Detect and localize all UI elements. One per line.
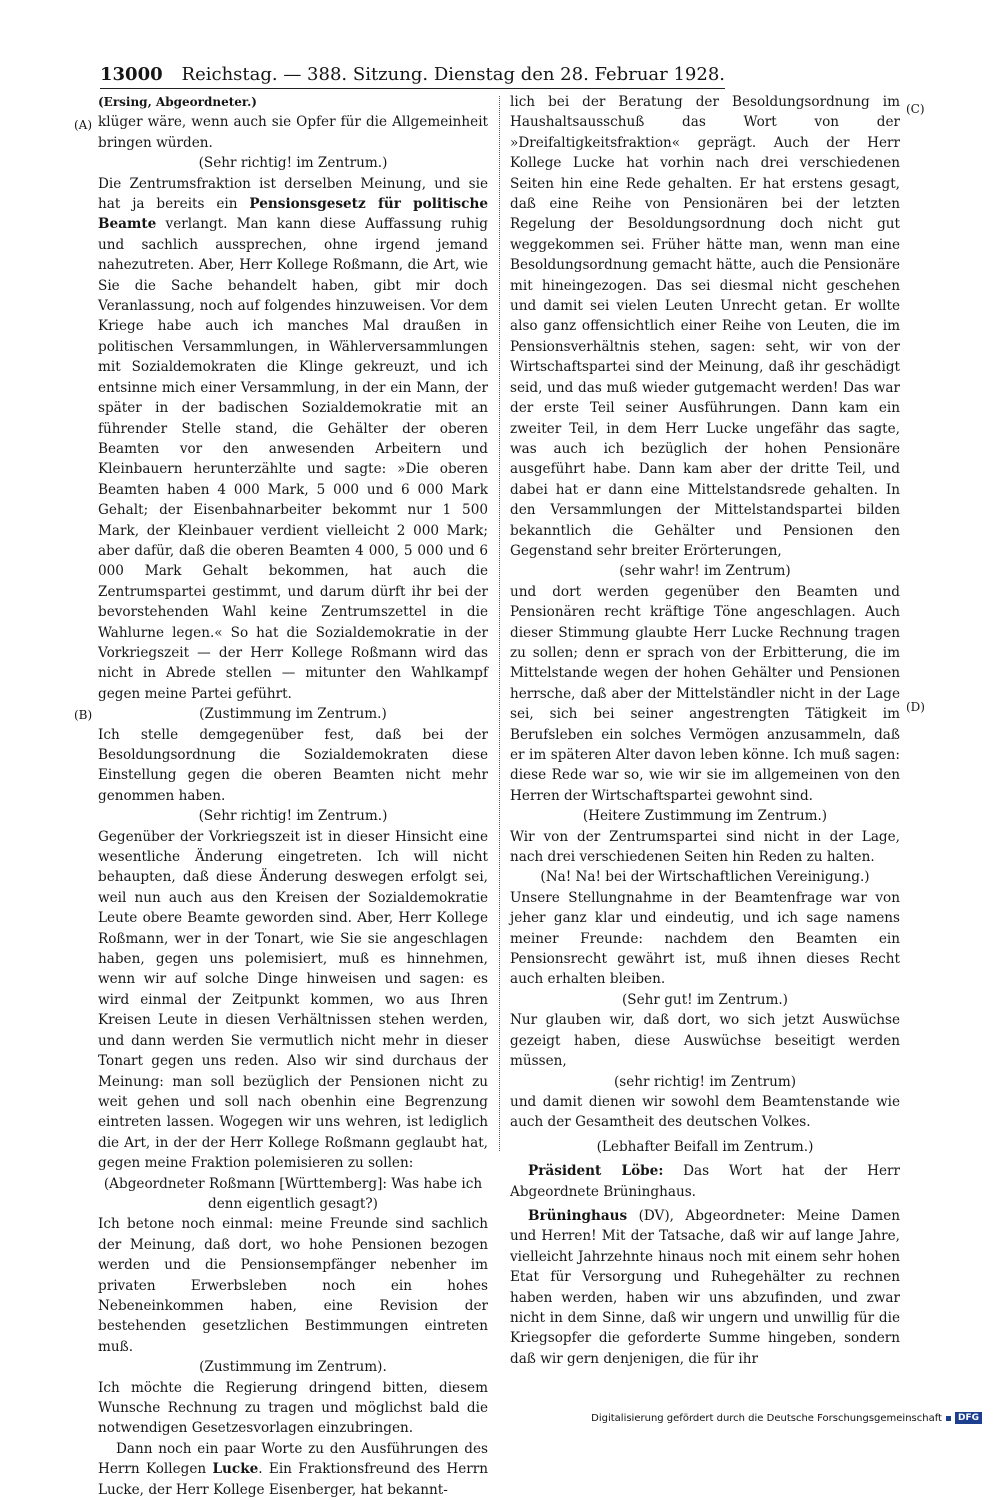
text-run: Das Wort hat der Herr Abgeordnete Brüninghaus. [510,1163,900,1200]
interjection: (Lebhafter Beifall im Zentrum.) [596,1138,814,1155]
text-run: . Ein Fraktionsfreund des Herrn Lucke, der Herr Kollege Eisenberger, hat bekannt- [98,1461,488,1498]
interjection: (Sehr richtig! im Zentrum.) [198,155,388,172]
speaker-name: Brüninghaus [528,1207,628,1224]
footer-text: Digitalisierung gefördert durch die Deutsche Forschungsgemeinschaft [591,1413,942,1424]
interjection: (Zustimmung im Zentrum.) [199,706,387,723]
interjection: (Sehr richtig! im Zentrum.) [198,808,388,825]
speaker-name: Präsident Löbe: [528,1163,664,1180]
right-column [510,92,900,1369]
paragraph [510,1161,900,1202]
interjection: (Sehr gut! im Zentrum.) [622,991,788,1008]
paragraph: Ich stelle demgegenüber fest, daß bei der Besoldungsordnung die Sozialdemokraten diese Einstellung gegen die oberen Beamten nicht mehr genommen haben. [98,726,488,804]
paragraph: Ich möchte die Regierung dringend bitten, diesem Wunsche Rechnung zu tragen und möglichst bald die notwendigen Gesetzesvorlagen einzubringen. [98,1379,488,1437]
footer-credit [591,1412,982,1424]
interjection: (Abgeordneter Roßmann [Württemberg]: Was habe ich denn eigentlich gesagt?) [103,1175,483,1212]
interjection: (Na! Na! bei der Wirtschaftlichen Vereinigung.) [540,869,870,886]
dfg-mark-icon [946,1416,951,1421]
paragraph: Wir von der Zentrumspartei sind nicht in der Lage, nach drei verschiedenen Seiten hin Reden zu halten. [510,828,900,866]
paragraph: Gegenüber der Vorkriegszeit ist in dieser Hinsicht eine wesentliche Änderung eingetreten. Ich will nicht behaupten, daß diese Änderung deswegen erfolgt sei, weil nun auch aus den Kreisen der Sozialdemokratie Leute obere Beamte geworden sind. Aber, Herr Kollege Roßmann, wer in der Tonart, wie Sie sie angeschlagen haben, gegen uns polemisiert, muß es hinnehmen, wenn wir auf solche Dinge hinweisen und sagen: es wird einmal der Zeitpunkt kommen, wo aus Ihren Kreisen Leute in diesen Verhältnissen stehen werden, und dann werden Sie vermutlich nicht mehr in dieser Tonart gegen uns reden. Also wir sind durchaus der Meinung: man soll bezüglich der Pensionen nicht zu weit gehen und soll nach obenhin eine Begrenzung eintreten lassen. Wogegen wir uns wehren, ist lediglich die Art, in der der Herr Kollege Roßmann geglaubt hat, gegen meine Fraktion polemisieren zu sollen: [98,828,488,1172]
paragraph [510,1206,900,1369]
paragraph: Nur glauben wir, daß dort, wo sich jetzt Auswüchse gezeigt haben, diese Auswüchse beseitigt werden müssen, [510,1012,900,1070]
running-title: Reichstag. — 388. Sitzung. Dienstag den 28. Februar 1928. [181,64,725,85]
left-column [98,92,488,1500]
page-number: 13000 [100,64,163,85]
text-run: Die Zentrumsfraktion ist derselben Meinung, und sie hat ja bereits ein [98,175,488,213]
text-run: (DV), Abgeordneter: Meine Damen und Herren! Mit der Tatsache, daß wir auf lange Jahre, vielleicht Jahrzehnte hinaus noch mit einem sehr hohen Etat für Versorgung und Ruhegehälter zu rechnen haben werden, haben wir uns abzufinden, und zwar nicht in dem Sinne, daß wir ungern und unwillig für die Kriegsopfer die geforderte Summe hingeben, sondern daß wir gern denjenigen, die für ihr [510,1207,900,1367]
text-run: verlangt. Man kann diese Auffassung ruhig und sachlich aussprechen, ohne irgend jemand nahezutreten. Aber, Herr Kollege Roßmann, die Art, wie Sie die Sache behandelt haben, gibt mir doch Veranlassung, noch auf folgendes hinzuweisen. Vor dem Kriege habe auch ich manches Mal draußen in politischen Versammlungen, in Wählerversammlungen mit Sozialdemokraten die Klinge gekreuzt, und ich entsinne mich einer Versammlung, in der ein Mann, der später in der badischen Sozialdemokratie mit an führender Stelle stand, die Gehälter der oberen Beamten vor den anwesenden Arbeitern und Kleinbauern herunterzählte und sagte: »Die oberen Beamten haben 4 000 Mark, 5 000 und 6 000 Mark Gehalt; der Eisenbahnarbeiter bekommt nur 1 500 Mark, der Kleinbauer verdient vielleicht 2 000 Mark; aber dafür, daß die oberen Beamten 4 000, 5 000 und 6 000 Mark Gehalt bekommen, hat auch die Zentrumspartei gestimmt, und darum dürft ihr bei der bevorstehenden Wahl keine Zentrumszettel in die Wahlurne legen.« So hat die Sozialdemokratie in der Vorkriegszeit — der Herr Kollege Roßmann wird das nicht in Abrede stellen — mitunter den Wahlkampf gegen meine Partei geführt. [98,216,488,702]
paragraph: und damit dienen wir sowohl dem Beamtenstande wie auch der Gesamtheit des deutschen Volkes. [510,1093,900,1131]
interjection: (Heitere Zustimmung im Zentrum.) [582,808,828,825]
text-run: Dann noch ein paar Worte zu den Ausführungen des Herrn Kollegen [98,1440,488,1478]
paragraph: Unsere Stellungnahme in der Beamtenfrage war von jeher ganz klar und eindeutig, und ich sage namens meiner Freunde: nachdem den Beamten ein Pensionsrecht gewährt ist, muß ihnen dieses Recht auch erhalten bleiben. [510,889,900,988]
interjection: (sehr richtig! im Zentrum) [613,1073,797,1090]
dfg-logo: DFG [955,1412,982,1424]
paragraph [98,1439,488,1500]
margin-marker-b: (B) [74,708,93,722]
margin-marker-d: (D) [906,700,925,714]
paragraph: klüger wäre, wenn auch sie Opfer für die Allgemeinheit bringen würden. [98,114,488,151]
speaker-continuation: (Ersing, Abgeordneter.) [98,95,257,109]
emphasis-law-title: Pensionsgesetz für politische Beamte [98,196,488,233]
paragraph [98,174,488,705]
paragraph: und dort werden gegenüber den Beamten und Pensionären recht kräftige Töne angeschlagen. Auch dieser Stimmung glaubte Herr Lucke Rechnung tragen zu sollen; denn er sprach von der Erbitterung, die im Mittelstande wegen der hohen Gehälter und Pensionen herrsche, daß aber der Mittelständler nicht in der Lage sei, sich bei seiner angestrengten Tätigkeit im Berufsleben ein solches Vermögen anzusammeln, daß er im späteren Alter davon leben könne. Ich muß sagen: diese Rede war so, wie wir sie im allgemeinen von den Herren der Wirtschaftspartei gewohnt sind. [510,583,900,804]
margin-marker-c: (C) [906,102,925,116]
emphasis-name: Lucke [212,1461,259,1478]
paragraph: lich bei der Beratung der Besoldungsordnung im Haushaltsausschuß das Wort von der »Dreifaltigkeitsfraktion« geprägt. Auch der Herr Kollege Lucke hat vorhin nach drei verschiedenen Seiten hin eine Rede gehalten. Er hat erstens gesagt, daß eine Reihe von Pensionären bei der letzten Regelung der Besoldungsordnung doch nicht gut weggekommen sei. Früher hätte man, wenn man eine Besoldungsordnung gemacht hätte, auch die Pensionäre mit hineingezogen. Das sei diesmal nicht geschehen und damit sei vielen Leuten Unrecht getan. Er wollte also ganz offensichtlich einer Reihe von Leuten, die im Pensionsverhältnis stehen, sagen: seht, wir von der Wirtschaftspartei sind der Meinung, daß ihr geschädigt seid, und das muß wieder gutgemacht werden! Das war der erste Teil seiner Ausführungen. Dann kam ein zweiter Teil, in dem Herr Lucke ungefähr das sagte, was auch ich bezüglich der hohen Pensionäre ausgeführt habe. Dann kam aber der dritte Teil, und dabei hat er dann eine Mittelstandsrede gehalten. In den Versammlungen der Mittelstandspartei bilden bekanntlich die Gehälter und Pensionen den Gegenstand sehr breiter Erörterungen, [510,94,900,559]
interjection: (Zustimmung im Zentrum). [199,1359,387,1376]
interjection: (sehr wahr! im Zentrum) [619,563,791,580]
paragraph: Ich betone noch einmal: meine Freunde sind sachlich der Meinung, daß dort, wo hohe Pensionen bezogen werden und die Pensionsempfänger nebenher im privaten Erwerbsleben noch ein hohes Nebeneinkommen haben, eine Revision der bestehenden gesetzlichen Bestimmungen eintreten muß. [98,1216,488,1355]
page-header [100,62,725,89]
margin-marker-a: (A) [74,118,93,132]
column-divider [499,96,500,1151]
